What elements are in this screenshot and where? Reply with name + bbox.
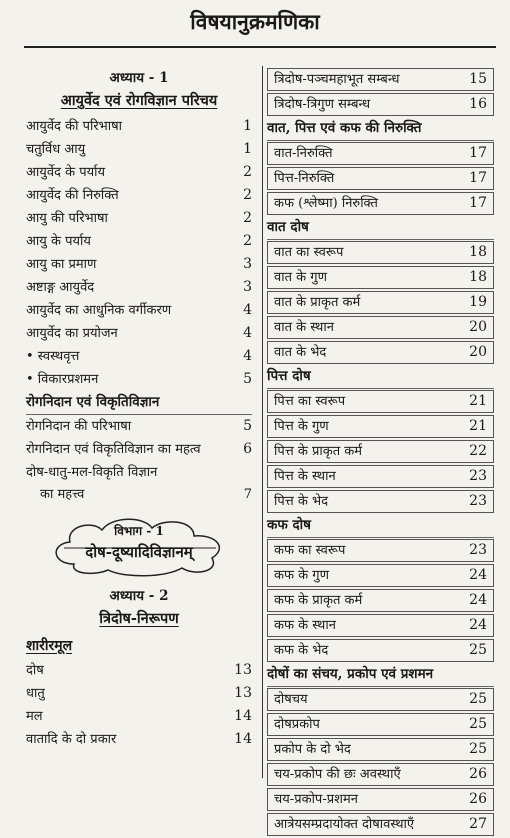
toc-entry-title: कफ के प्राकृत कर्म xyxy=(274,593,363,608)
toc-entry-title: • स्वस्थवृत्त xyxy=(26,349,80,364)
toc-entry[interactable] xyxy=(267,142,494,165)
toc-entry-title: पित्त के प्राकृत कर्म xyxy=(274,444,363,459)
toc-entry-page: 17 xyxy=(469,145,487,161)
toc-entry-title: आयुर्वेद की परिभाषा xyxy=(26,119,123,134)
toc-entry-page: 2 xyxy=(243,233,252,249)
toc-entry-page: 25 xyxy=(469,716,487,732)
toc-entry-page: 21 xyxy=(469,418,487,434)
toc-entry-page: 23 xyxy=(469,493,487,509)
toc-entry[interactable] xyxy=(26,729,252,752)
toc-entry-title: वात के भेद xyxy=(274,345,327,360)
toc-entry-page: 2 xyxy=(243,187,252,203)
toc-entry-title: आत्रेयसम्प्रदायोक्त दोषावस्थाएँ xyxy=(274,817,415,832)
toc-entry-title: आयुर्वेद की निरुक्ति xyxy=(26,188,119,203)
toc-entry[interactable] xyxy=(267,440,494,463)
toc-entry-title: कफ के स्थान xyxy=(274,618,336,633)
toc-entry-page: 18 xyxy=(469,269,487,285)
toc-entry[interactable] xyxy=(26,162,252,185)
toc-entry[interactable] xyxy=(267,589,494,612)
toc-entry-page: 5 xyxy=(243,418,252,434)
toc-entry-page: 23 xyxy=(469,468,487,484)
toc-entry-title: चय-प्रकोप की छः अवस्थाएँ xyxy=(274,767,401,782)
toc-entry[interactable] xyxy=(26,416,252,439)
part-title: दोष-दूष्यादिविज्ञानम् xyxy=(85,543,193,561)
toc-entry-page: 14 xyxy=(234,708,252,724)
section-nirukti: वात, पित्त एवं कफ की निरुक्ति xyxy=(267,118,494,141)
toc-entry[interactable] xyxy=(267,415,494,438)
toc-entry-page: 4 xyxy=(243,348,252,364)
toc-entry[interactable] xyxy=(26,300,252,323)
toc-entry[interactable] xyxy=(26,231,252,254)
toc-entry[interactable] xyxy=(26,208,252,231)
toc-entry[interactable] xyxy=(26,323,252,346)
toc-entry-title: आयुर्वेद का आधुनिक वर्गीकरण xyxy=(26,303,172,318)
toc-entry-page: 2 xyxy=(243,164,252,180)
toc-list-r0 xyxy=(267,68,494,116)
toc-entry-title: त्रिदोष-पञ्चमहाभूत सम्बन्ध xyxy=(274,72,400,87)
toc-entry[interactable] xyxy=(26,439,252,462)
toc-entry-page: 13 xyxy=(234,662,252,678)
toc-entry[interactable] xyxy=(267,564,494,587)
toc-entry-page: 20 xyxy=(469,319,487,335)
toc-entry-page: 27 xyxy=(469,816,487,832)
toc-entry-page: 17 xyxy=(469,170,487,186)
toc-entry[interactable] xyxy=(26,706,252,729)
toc-entry-title: मल xyxy=(26,709,43,724)
part-cloud-badge xyxy=(44,514,234,578)
toc-list-vata xyxy=(267,241,494,364)
toc-entry[interactable] xyxy=(267,266,494,289)
toc-entry[interactable] xyxy=(267,341,494,364)
toc-entry[interactable] xyxy=(26,369,252,392)
toc-entry[interactable] xyxy=(26,660,252,683)
toc-entry-page: 24 xyxy=(469,592,487,608)
toc-entry-title: रोगनिदान एवं विकृतिविज्ञान का महत्व xyxy=(26,442,201,457)
toc-entry-page: 1 xyxy=(243,118,252,134)
toc-entry-page: 26 xyxy=(469,766,487,782)
toc-entry-page: 16 xyxy=(469,96,487,112)
section-sanchaya: दोषों का संचय, प्रकोप एवं प्रशमन xyxy=(267,664,494,687)
toc-entry-title: प्रकोप के दो भेद xyxy=(274,742,351,757)
toc-entry[interactable] xyxy=(267,490,494,513)
toc-entry-title: त्रिदोष-त्रिगुण सम्बन्ध xyxy=(274,97,371,112)
toc-entry-page: 3 xyxy=(243,279,252,295)
toc-entry-title: आयुर्वेद का प्रयोजन xyxy=(26,326,118,341)
toc-entry-title: कफ (श्लेष्मा) निरुक्ति xyxy=(274,196,378,211)
toc-entry[interactable] xyxy=(267,639,494,662)
toc-entry-title: अष्टाङ्ग आयुर्वेद xyxy=(26,280,95,295)
toc-entry[interactable] xyxy=(267,738,494,761)
toc-entry-title: दोषप्रकोप xyxy=(274,717,320,732)
toc-entry-title: पित्त के स्थान xyxy=(274,469,336,484)
toc-entry-title: पित्त के गुण xyxy=(274,419,329,434)
chapter-1-label: अध्याय - 1 xyxy=(109,70,169,86)
toc-entry-title: वात के स्थान xyxy=(274,320,334,335)
toc-entry-title: रोगनिदान की परिभाषा xyxy=(26,419,132,434)
toc-entry[interactable] xyxy=(267,167,494,190)
toc-entry[interactable] xyxy=(26,139,252,162)
toc-entry[interactable] xyxy=(267,390,494,413)
toc-entry-title: कफ का स्वरूप xyxy=(274,543,346,558)
toc-entry-title: वात के गुण xyxy=(274,270,327,285)
toc-entry-title: वात के प्राकृत कर्म xyxy=(274,295,361,310)
toc-entry-title: कफ के भेद xyxy=(274,643,329,658)
toc-entry[interactable] xyxy=(267,614,494,637)
subheading-rognidan: रोगनिदान एवं विकृतिविज्ञान xyxy=(26,392,252,415)
page-title: विषयानुक्रमणिका xyxy=(190,9,320,34)
chapter-1-title: आयुर्वेद एवं रोगविज्ञान परिचय xyxy=(60,92,218,109)
toc-entry-page: 6 xyxy=(243,441,252,457)
toc-entry-title: पित्त के भेद xyxy=(274,494,329,509)
toc-entry[interactable] xyxy=(26,683,252,706)
toc-entry[interactable] xyxy=(267,68,494,91)
toc-list-sanchaya xyxy=(267,688,494,836)
section-pitta: पित्त दोष xyxy=(267,366,494,389)
part-label: विभाग - 1 xyxy=(114,524,164,538)
toc-list-1 xyxy=(26,116,252,392)
chapter-2-label: अध्याय - 2 xyxy=(109,588,169,604)
toc-entry-title: दोष xyxy=(26,663,44,678)
toc-list-2 xyxy=(26,416,252,462)
toc-entry-title: वातादि के दो प्रकार xyxy=(26,732,117,747)
toc-entry-page: 21 xyxy=(469,393,487,409)
toc-entry-page: 19 xyxy=(469,294,487,310)
toc-entry-page: 22 xyxy=(469,443,487,459)
chapter-2-title: त्रिदोष-निरूपण xyxy=(99,610,179,627)
toc-entry-page: 15 xyxy=(469,71,487,87)
toc-entry[interactable] xyxy=(267,465,494,488)
toc-entry[interactable] xyxy=(267,813,494,836)
section-kapha: कफ दोष xyxy=(267,515,494,538)
toc-entry-title: कफ के गुण xyxy=(274,568,329,583)
toc-entry[interactable] xyxy=(267,93,494,116)
toc-entry[interactable] xyxy=(26,185,252,208)
toc-entry-title: आयु के पर्याय xyxy=(26,234,91,249)
toc-entry-page: 3 xyxy=(243,256,252,272)
toc-entry-page: 2 xyxy=(243,210,252,226)
toc-entry-title: पित्त-निरुक्ति xyxy=(274,171,335,186)
toc-entry[interactable] xyxy=(267,241,494,264)
toc-entry-page: 18 xyxy=(469,244,487,260)
right-column xyxy=(267,68,494,838)
toc-entry-title: वात का स्वरूप xyxy=(274,245,344,260)
toc-entry-title: चतुर्विध आयु xyxy=(26,142,86,157)
toc-entry[interactable] xyxy=(267,192,494,215)
toc-entry-title: • विकारप्रशमन xyxy=(26,372,99,387)
toc-entry-page: 17 xyxy=(469,195,487,211)
toc-entry-title: आयुर्वेद के पर्याय xyxy=(26,165,106,180)
toc-entry-title: आयु का प्रमाण xyxy=(26,257,97,272)
title-rule xyxy=(24,46,496,48)
toc-entry[interactable] xyxy=(267,713,494,736)
toc-entry-page: 4 xyxy=(243,302,252,318)
toc-list-kapha xyxy=(267,539,494,662)
toc-entry[interactable] xyxy=(267,688,494,711)
toc-entry-dosha-dhatu[interactable]: दोष-धातु-मल-विकृति विज्ञान का महत्त्व 7 xyxy=(26,465,252,502)
toc-entry-page: 20 xyxy=(469,344,487,360)
toc-entry[interactable] xyxy=(26,116,252,139)
toc-list-nirukti xyxy=(267,142,494,215)
toc-list-3 xyxy=(26,660,252,752)
toc-entry-page: 14 xyxy=(234,731,252,747)
toc-entry[interactable] xyxy=(26,346,252,369)
toc-entry-page: 25 xyxy=(469,741,487,757)
toc-entry-page: 5 xyxy=(243,371,252,387)
column-divider xyxy=(262,66,263,778)
toc-entry[interactable] xyxy=(267,291,494,314)
toc-entry-page: 26 xyxy=(469,791,487,807)
toc-entry-page: 23 xyxy=(469,542,487,558)
toc-entry-page: 13 xyxy=(234,685,252,701)
toc-entry-title: आयु की परिभाषा xyxy=(26,211,108,226)
toc-entry-title: पित्त का स्वरूप xyxy=(274,394,346,409)
toc-entry[interactable] xyxy=(267,316,494,339)
toc-entry-page: 24 xyxy=(469,567,487,583)
toc-entry[interactable] xyxy=(26,254,252,277)
toc-entry[interactable] xyxy=(26,277,252,300)
toc-entry-page: 25 xyxy=(469,691,487,707)
toc-entry[interactable] xyxy=(267,788,494,811)
toc-entry-title: वात-निरुक्ति xyxy=(274,146,333,161)
toc-entry-page: 4 xyxy=(243,325,252,341)
toc-entry-page: 24 xyxy=(469,617,487,633)
section-vata: वात दोष xyxy=(267,217,494,240)
left-column xyxy=(26,68,252,752)
toc-entry-page: 25 xyxy=(469,642,487,658)
toc-entry-title: दोषचय xyxy=(274,692,308,707)
toc-entry-title: धातु xyxy=(26,686,45,701)
toc-entry[interactable] xyxy=(267,539,494,562)
toc-list-pitta xyxy=(267,390,494,513)
subheading-shariramula: शारीरमूल xyxy=(26,638,73,654)
toc-entry-page: 1 xyxy=(243,141,252,157)
toc-entry-title: चय-प्रकोप-प्रशमन xyxy=(274,792,358,807)
